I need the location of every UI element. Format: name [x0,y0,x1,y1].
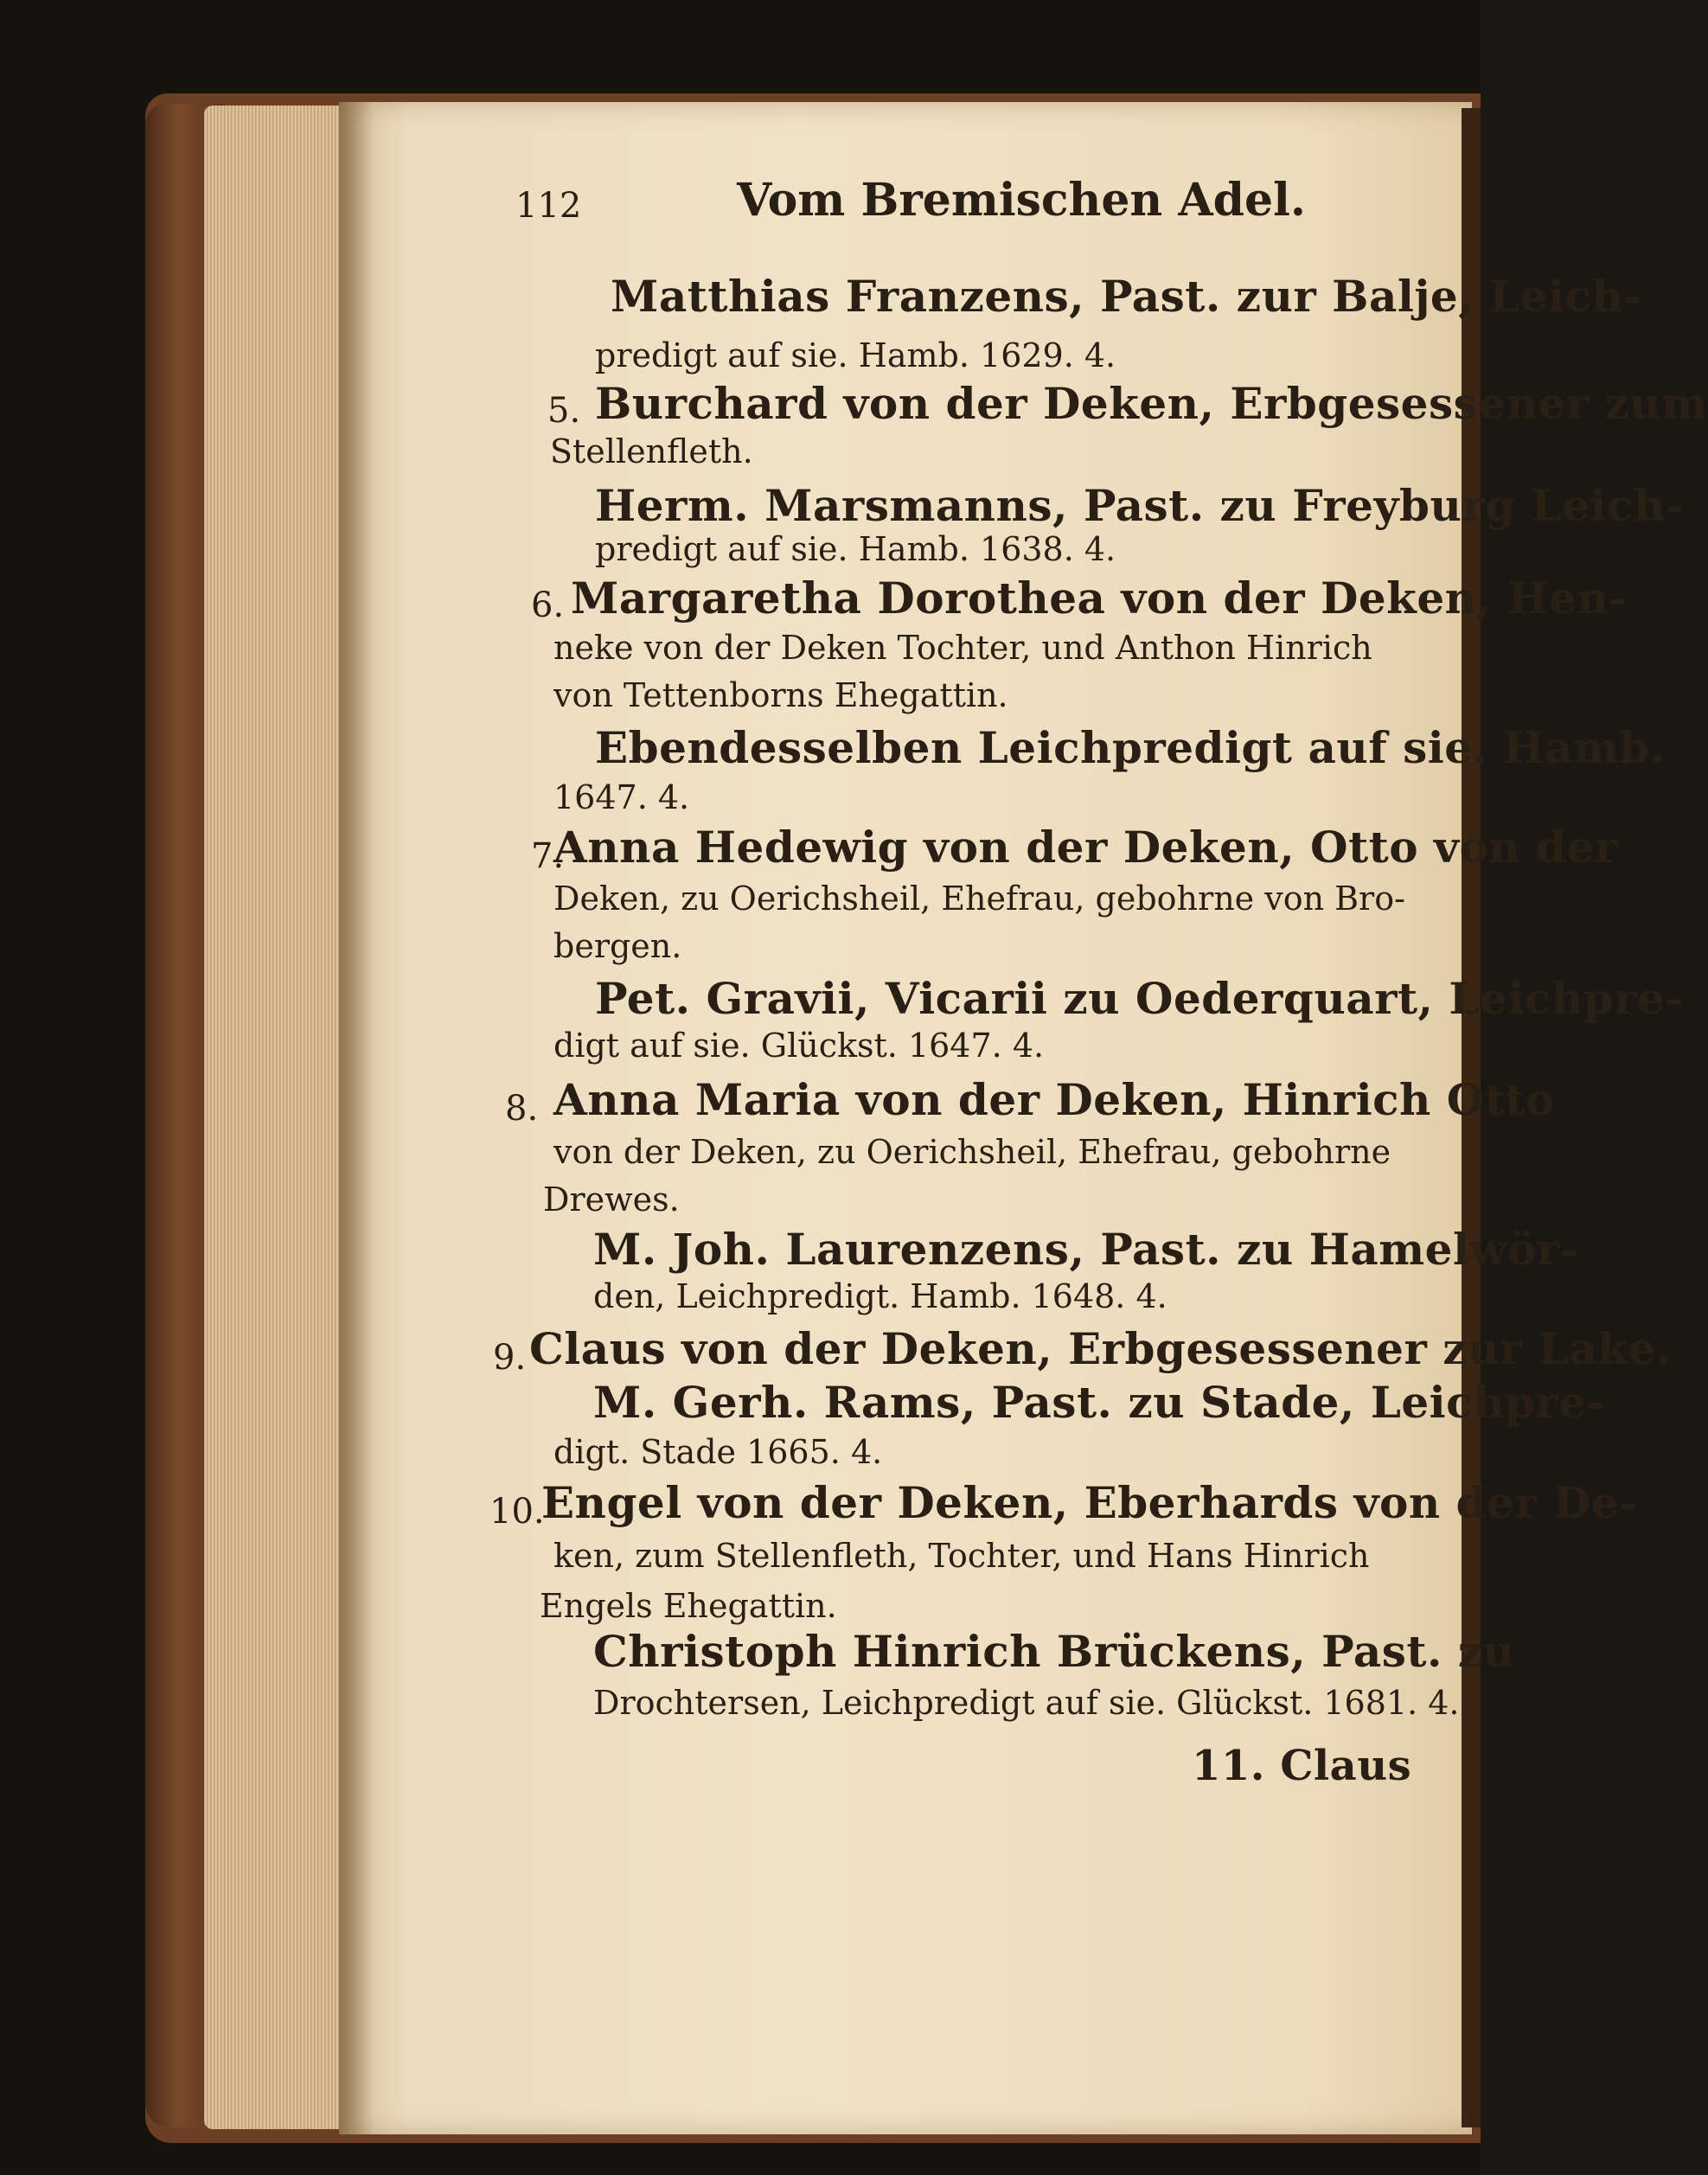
entry-number: 7. [531,836,565,876]
gutter-shadow [339,102,374,2134]
page-number: 112 [515,186,582,226]
entry-number: 9. [493,1338,527,1378]
entry-line: digt auf sie. Glückst. 1647. 4. [553,1027,1045,1065]
entry-number: 6. [531,585,565,625]
entry-line: Drochtersen, Leichpredigt auf sie. Glückst. 1681. 4. [593,1684,1460,1722]
entry-line: von Tettenborns Ehegattin. [553,676,1008,714]
entry-line: Anna Hedewig von der Deken, Otto von der [553,822,1618,873]
entry-line: von der Deken, zu Oerichsheil, Ehefrau, gebohrne [553,1133,1391,1171]
entry-number: 5. [547,391,581,431]
entry-line: Engels Ehegattin. [540,1587,837,1625]
running-title: Vom Bremischen Adel. [737,174,1306,227]
entry-line: Deken, zu Oerichsheil, Ehefrau, gebohrne von Bro- [553,880,1405,918]
entry-line: Pet. Gravii, Vicarii zu Oederquart, Leichpre- [595,973,1684,1024]
entry-line: Ebendesselben Leichpredigt auf sie. Hamb. [595,722,1666,773]
entry-line: Matthias Franzens, Past. zur Balje, Leich- [611,271,1642,322]
entry-line: M. Gerh. Rams, Past. zu Stade, Leichpre- [593,1377,1605,1428]
entry-line: predigt auf sie. Hamb. 1629. 4. [595,336,1116,374]
page-edges [204,106,342,2129]
entry-line: M. Joh. Laurenzens, Past. zu Hamelwör- [593,1224,1578,1275]
entry-line: Drewes. [543,1180,680,1219]
entry-line: Stellenfleth. [550,432,753,470]
entry-line: Anna Maria von der Deken, Hinrich Otto [553,1074,1555,1125]
catchword: 11. Claus [1192,1742,1412,1790]
entry-line: bergen. [553,927,682,965]
entry-number: 10. [489,1492,545,1532]
entry-line: den, Leichpredigt. Hamb. 1648. 4. [593,1277,1167,1315]
entry-line: ken, zum Stellenfleth, Tochter, und Hans Hinrich [553,1537,1370,1575]
entry-line: 1647. 4. [553,778,690,816]
entry-line: Christoph Hinrich Brückens, Past. zu [593,1626,1515,1677]
entry-line: neke von der Deken Tochter, und Anthon Hinrich [553,629,1372,667]
entry-number: 8. [505,1089,539,1129]
entry-line: digt. Stade 1665. 4. [553,1433,883,1471]
entry-line: Margaretha Dorothea von der Deken, Hen- [571,573,1628,624]
entry-line: predigt auf sie. Hamb. 1638. 4. [595,530,1116,568]
entry-line: Herm. Marsmanns, Past. zu Freyburg Leich- [595,480,1685,531]
entry-line: Claus von der Deken, Erbgesessener zur Lake. [529,1323,1672,1374]
entry-line: Engel von der Deken, Eberhards von der De- [541,1477,1638,1528]
entry-line: Burchard von der Deken, Erbgesessener zum [595,378,1708,429]
